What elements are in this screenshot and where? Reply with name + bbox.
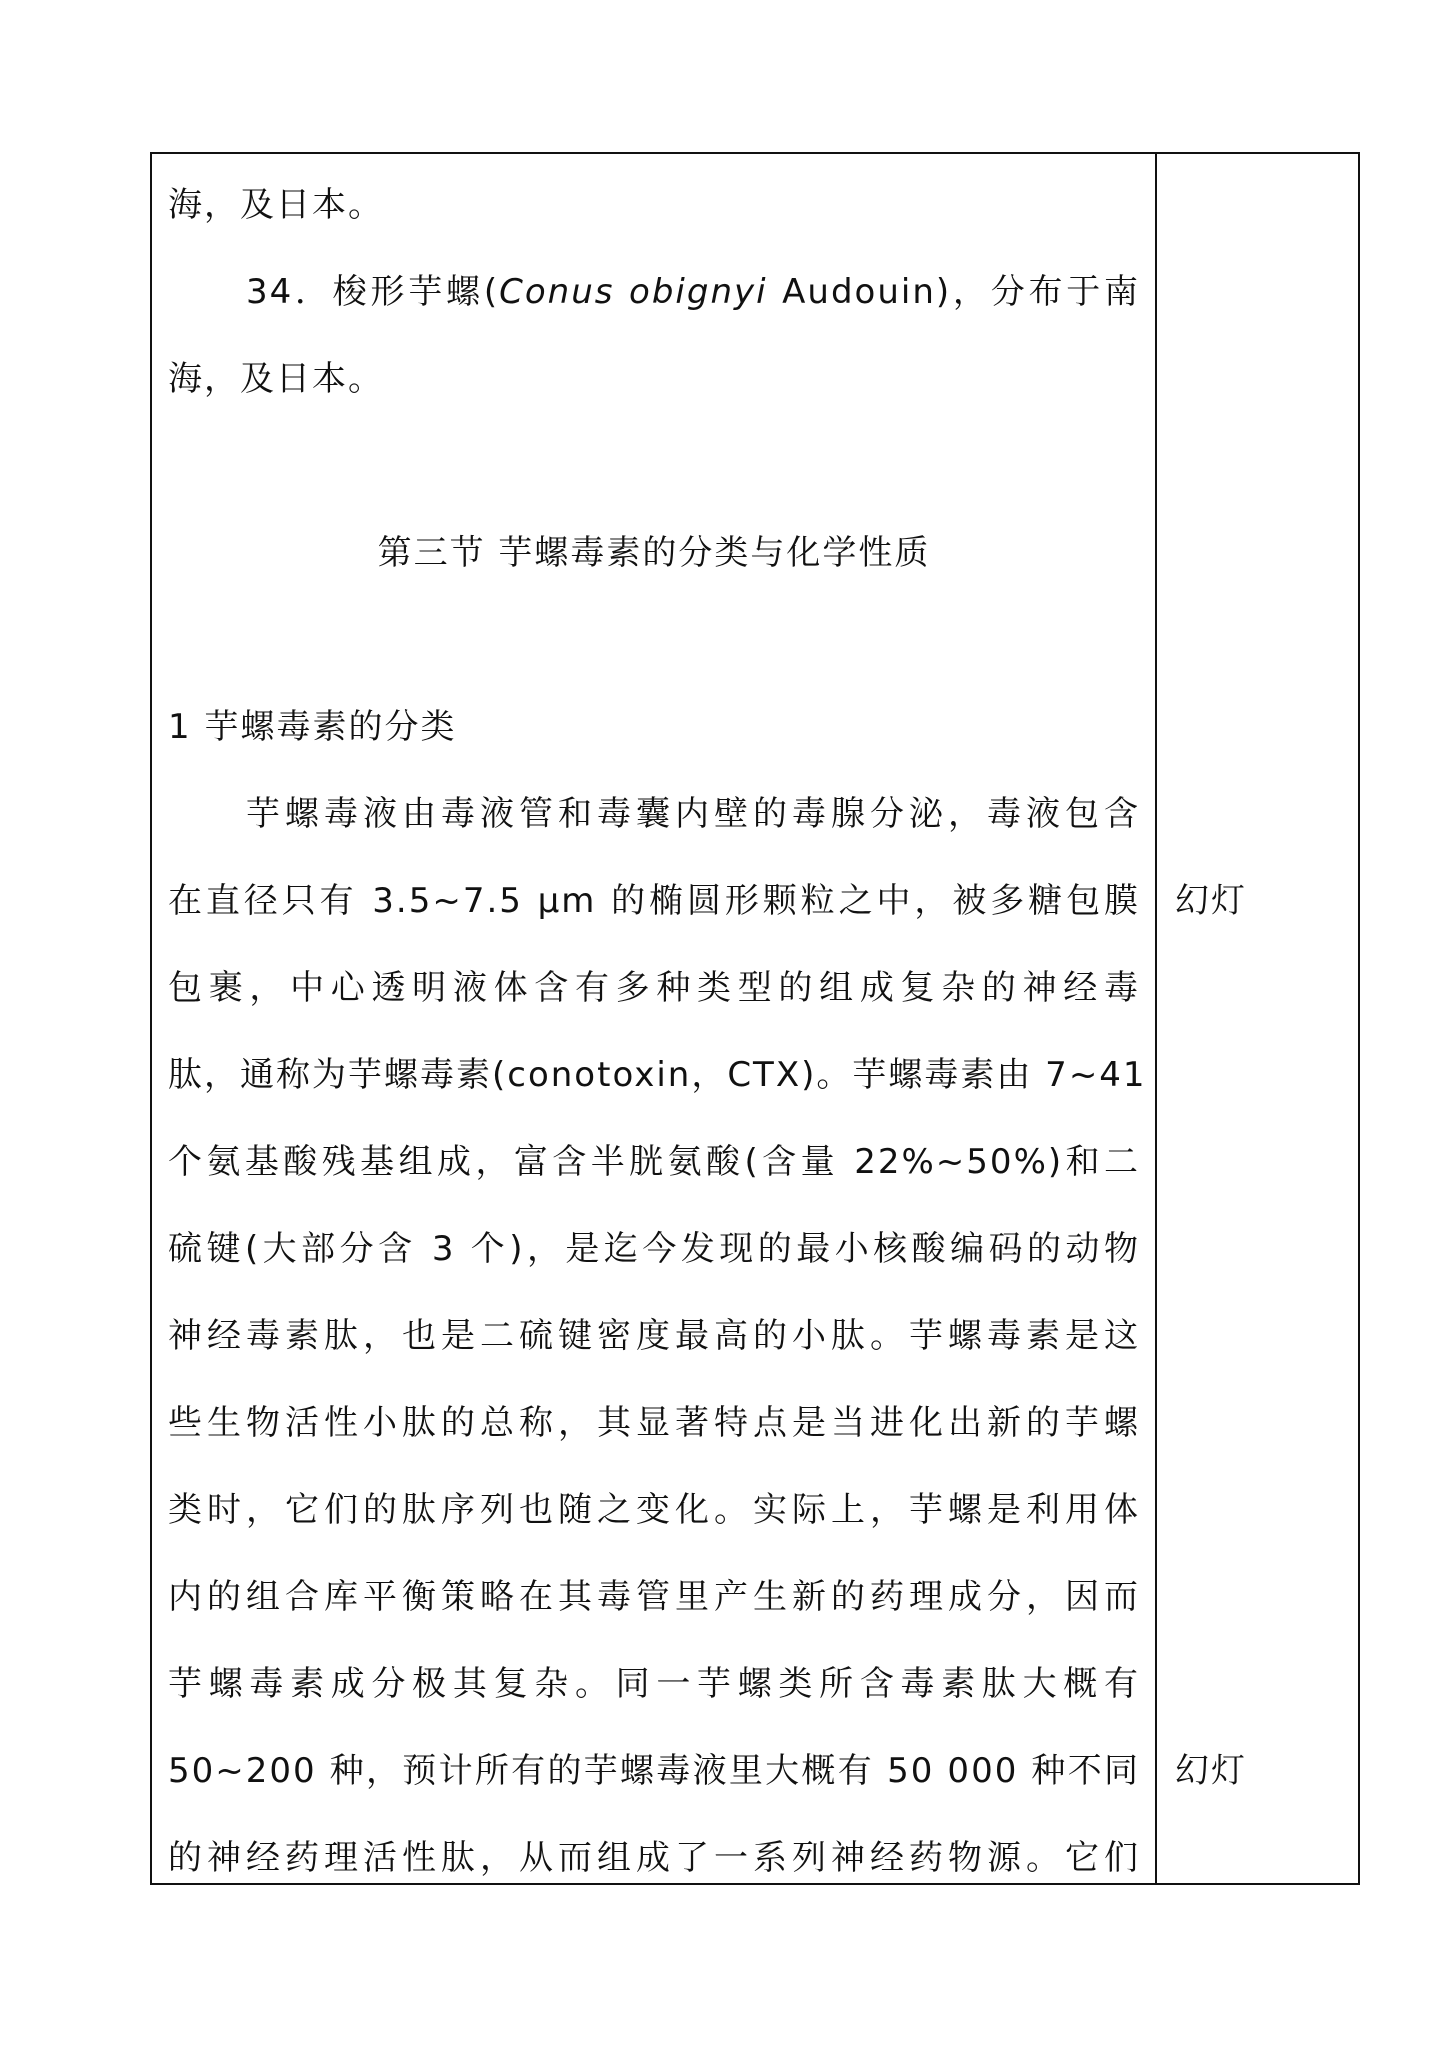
text-line: 硫键(大部分含 3 个)，是迄今发现的最小核酸编码的动物: [168, 1229, 1140, 1269]
text-line: 包裹，中心透明液体含有多种类型的组成复杂的神经毒: [168, 968, 1140, 1008]
species-entry-suffix: Audouin)，分布于南: [767, 272, 1140, 312]
text-line: 海，及日本。: [168, 185, 384, 225]
text-line: 些生物活性小肽的总称，其显著特点是当进化出新的芋螺: [168, 1403, 1140, 1443]
text-line: 在直径只有 3.5~7.5 μm 的椭圆形颗粒之中，被多糖包膜: [168, 881, 1140, 921]
side-note-slide: 幻灯: [1175, 881, 1247, 921]
text-line: 内的组合库平衡策略在其毒管里产生新的药理成分，因而: [168, 1577, 1140, 1617]
species-latin-name: Conus obignyi: [499, 272, 768, 312]
text-line: 的神经药理活性肽，从而组成了一系列神经药物源。它们: [168, 1838, 1140, 1878]
text-line: 神经毒素肽，也是二硫键密度最高的小肽。芋螺毒素是这: [168, 1316, 1140, 1356]
main-text-column: [168, 162, 1147, 1902]
text-line: 个氨基酸残基组成，富含半胱氨酸(含量 22%~50%)和二: [168, 1142, 1140, 1182]
section-heading: 第三节 芋螺毒素的分类与化学性质: [377, 533, 931, 573]
text-line: 芋螺毒液由毒液管和毒囊内壁的毒腺分泌，毒液包含: [246, 794, 1140, 834]
text-line: 50~200 种，预计所有的芋螺毒液里大概有 50 000 种不同: [168, 1751, 1140, 1791]
subsection-heading: 1 芋螺毒素的分类: [168, 707, 457, 747]
text-line: 类时，它们的肽序列也随之变化。实际上，芋螺是利用体: [168, 1490, 1140, 1530]
column-divider: [1155, 152, 1157, 1885]
text-line: 芋螺毒素成分极其复杂。同一芋螺类所含毒素肽大概有: [168, 1664, 1140, 1704]
text-line: [168, 249, 1140, 336]
text-line: 海，及日本。: [168, 359, 384, 399]
side-note-slide: 幻灯: [1175, 1751, 1247, 1791]
text-line: 肽，通称为芋螺毒素(conotoxin，CTX)。芋螺毒素由 7~41: [168, 1055, 1147, 1095]
species-entry-prefix: 34．梭形芋螺(: [246, 272, 500, 312]
